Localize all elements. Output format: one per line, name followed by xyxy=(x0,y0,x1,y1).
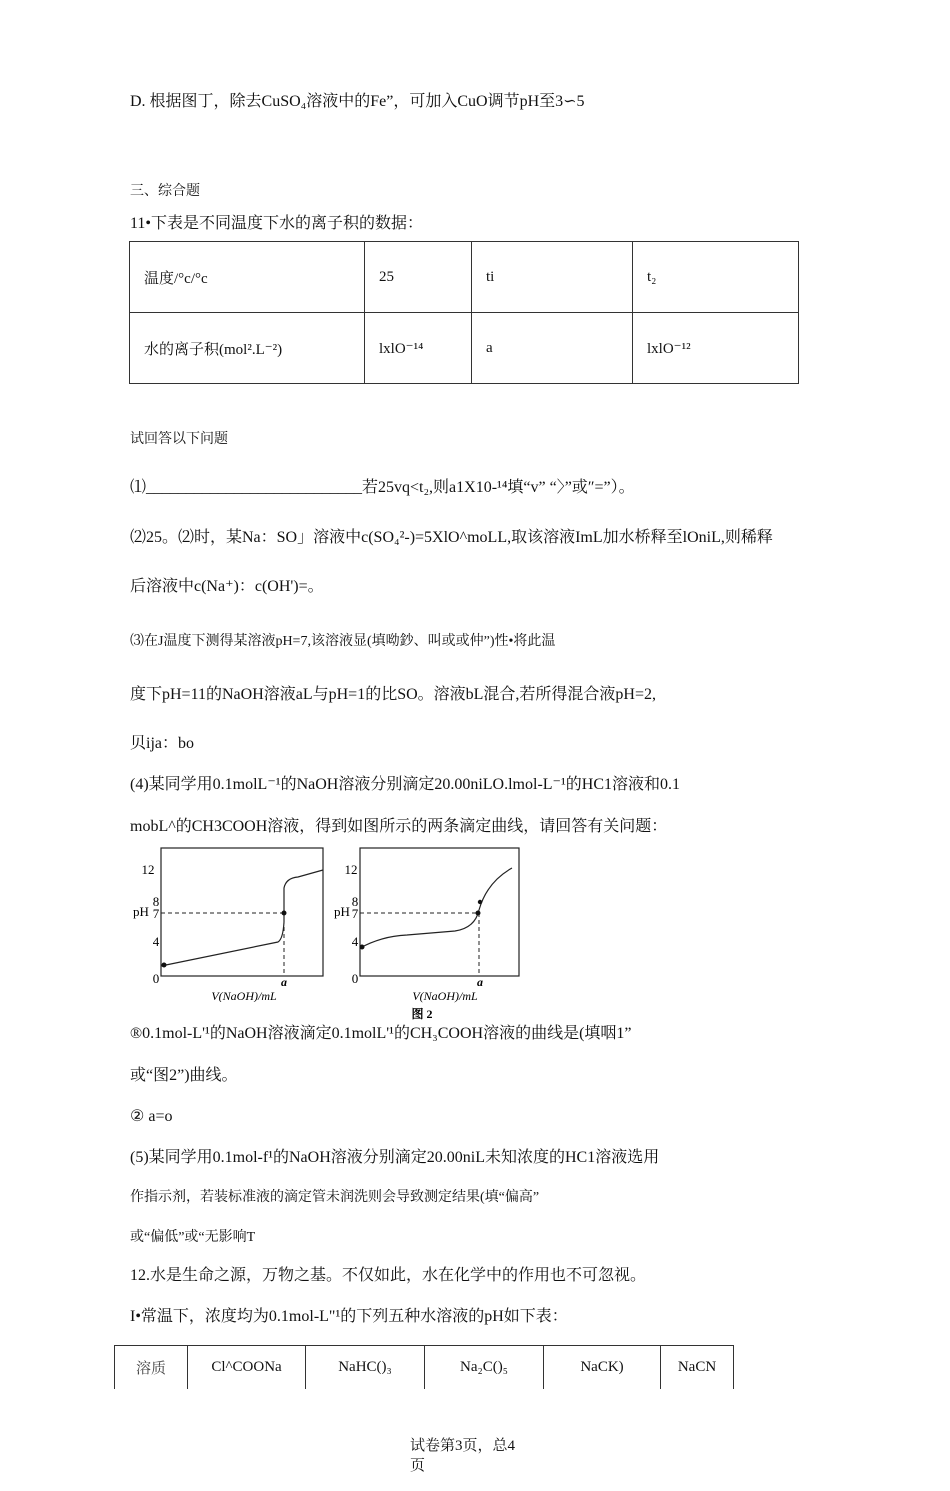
plot-frame xyxy=(360,848,519,976)
xtick-a: a xyxy=(477,975,483,989)
x-axis-label: V(NaOH)/mL xyxy=(412,989,478,1003)
ytick-12: 12 xyxy=(344,862,358,877)
part-3-line-2: 度下pH=11的NaOH溶液aL与pH=1的比SO。溶液bL混合,若所得混合液pH=2, xyxy=(130,686,657,703)
part-5-line-2: 作指示剂，若装标准液的滴定管未润洗则会导致测定结果(填“偏高” xyxy=(130,1190,540,1205)
table-cell: 溶质 xyxy=(115,1346,188,1389)
table-cell: ti xyxy=(472,242,633,313)
titration-curve-1 xyxy=(161,870,323,966)
part-4-line-3: ®0.1mol-L'¹的NaOH溶液滴定0.1molL'¹的CH₃COOH溶液的曲线是(填咽1” xyxy=(130,1025,632,1042)
ytick-7: 7 xyxy=(152,906,160,921)
footer-line-2: 页 xyxy=(410,1458,426,1474)
equivalence-point xyxy=(282,911,287,916)
table-cell: a xyxy=(472,313,633,384)
figure-caption: 图 2 xyxy=(411,1007,433,1021)
table-cell: NaHC()₃ xyxy=(306,1346,425,1389)
question-11: 11•下表是不同温度下水的离子积的数据： xyxy=(130,215,424,232)
part-4-line-2: mobL^的CH3COOH溶液，得到如图所示的两条滴定曲线，请回答有关问题： xyxy=(130,818,668,835)
table-cell: lxlO⁻¹² xyxy=(633,313,799,384)
table-cell: t₂ xyxy=(633,242,799,313)
ytick-8: 8 xyxy=(152,894,160,909)
option-d: D. 根据图丁，除去CuSO₄溶液中的Fe”，可加入CuO调节pH至3∽5 xyxy=(130,93,585,110)
table-cell: 水的离子积(mol².L⁻²) xyxy=(130,313,365,384)
section-heading: 三、综合题 xyxy=(130,184,200,199)
y-axis-label: pH xyxy=(133,904,149,919)
ytick-4: 4 xyxy=(152,934,160,949)
part-3-line-1: ⑶在J温度下测得某溶液pH=7,该溶液显(填呦鈔、叫或或仲”)性•将此温 xyxy=(130,634,556,649)
start-point xyxy=(162,963,167,968)
footer-line-1: 试卷第3页，总4 xyxy=(410,1438,516,1454)
part-5-line-1: (5)某同学用0.1mol-f¹的NaOH溶液分别滴定20.00niL未知浓度的HC1溶液选用 xyxy=(130,1149,660,1166)
ytick-4: 4 xyxy=(351,934,359,949)
instructions: 试回答以下问题 xyxy=(130,432,228,447)
titration-figure-2 xyxy=(327,842,527,1022)
page-footer xyxy=(410,1436,570,1476)
table-cell: Na₂C()₅ xyxy=(425,1346,544,1389)
question-12: 12.水是生命之源，万物之基。不仅如此，水在化学中的作用也不可忽视。 xyxy=(130,1267,647,1284)
table-row xyxy=(130,313,799,384)
part-3-line-3: 贝ija：bo xyxy=(130,735,194,752)
solution-ph-table xyxy=(114,1345,734,1389)
part-4-line-4: 或“图2”)曲线。 xyxy=(130,1067,238,1084)
start-point xyxy=(360,945,365,950)
x-axis-label: V(NaOH)/mL xyxy=(211,989,277,1002)
table-cell: lxlO⁻¹⁴ xyxy=(365,313,472,384)
ytick-7: 7 xyxy=(351,906,359,921)
part-5-line-3: 或“偏低”或“无影响T xyxy=(130,1230,256,1245)
table-row xyxy=(130,242,799,313)
xtick-a: a xyxy=(281,975,287,989)
titration-figure-1 xyxy=(128,842,328,1002)
table-cell: NaCN xyxy=(661,1346,734,1389)
ytick-12: 12 xyxy=(141,862,155,877)
part-2-line-1: ⑵25。⑵时，某Na：SO」溶液中c(SO₄²-)=5XlO^moLL,取该溶液ImL加水桥释至lOniL,则稀释 xyxy=(130,529,773,546)
plot-frame xyxy=(161,848,323,976)
ytick-0: 0 xyxy=(351,971,359,986)
part-4-line-1: (4)某同学用0.1molL⁻¹的NaOH溶液分别滴定20.00niLO.lmol-L⁻¹的HC1溶液和0.1 xyxy=(130,776,681,793)
table-cell: NaCK) xyxy=(544,1346,661,1389)
titration-curve-2 xyxy=(360,868,512,948)
part-2-line-2: 后溶液中c(Na⁺)：c(OH')=。 xyxy=(130,578,324,595)
equivalence-point xyxy=(476,911,481,916)
table-cell: 温度/°c/°c xyxy=(130,242,365,313)
curve-point xyxy=(478,900,482,904)
table-cell: Cl^COONa xyxy=(188,1346,306,1389)
ytick-0: 0 xyxy=(152,971,160,986)
question-12-part-i: I•常温下，浓度均为0.1mol-L"¹的下列五种水溶液的pH如下表： xyxy=(130,1308,568,1325)
part-4-line-5: ② a=o xyxy=(130,1108,173,1125)
ytick-8: 8 xyxy=(351,894,359,909)
part-1: ⑴___________________________若25vq<t₂,则a1X10-¹⁴填“v” “〉”或″=”）。 xyxy=(130,479,635,496)
table-row xyxy=(115,1346,734,1389)
y-axis-label: pH xyxy=(334,904,350,919)
ion-product-table xyxy=(129,241,799,384)
table-cell: 25 xyxy=(365,242,472,313)
